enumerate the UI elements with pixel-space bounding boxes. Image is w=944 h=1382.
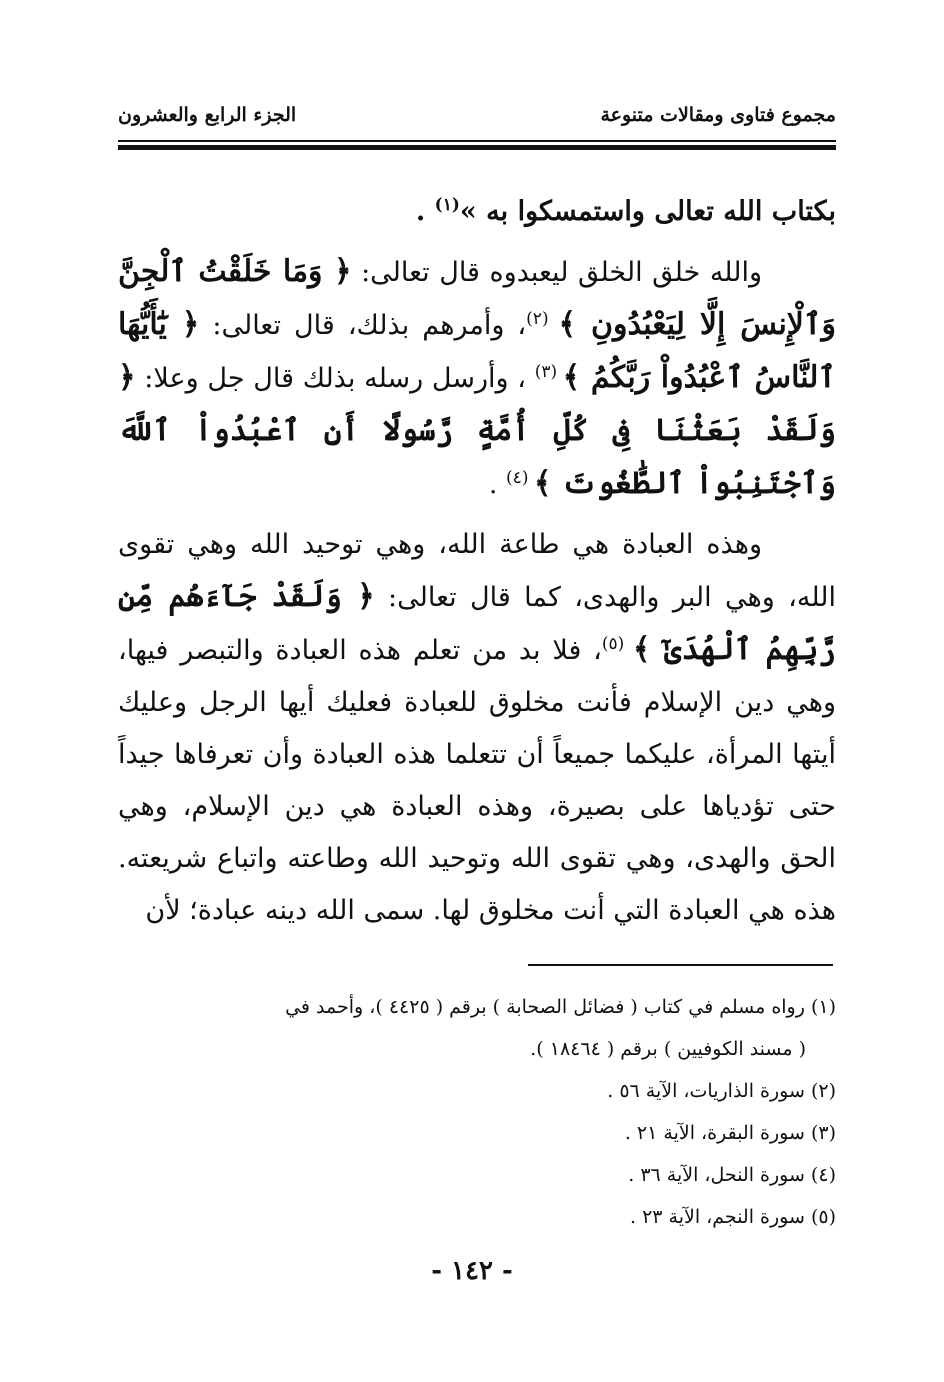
footnote-ref-3: (٣) xyxy=(534,362,563,382)
paragraph-2 xyxy=(118,246,836,511)
footnote-5: (٥) سورة النجم، الآية ٢٣ . xyxy=(629,1206,836,1228)
running-header xyxy=(118,100,836,136)
footnote-ref-4: (٤) xyxy=(506,468,534,488)
paragraph-2-text-2: ، وأمرهم بذلك، قال تعالى: xyxy=(199,310,527,341)
footnote-1: (١) رواه مسلم في كتاب ( فضائل الصحابة ) برقم ( ٤٤٢٥ )، وأحمد في xyxy=(285,996,836,1018)
paragraph-3-text-2: ، فلا بد من تعلم هذه العبادة والتبصر فيها، وهي دين الإسلام فأنت مخلوق للعبادة فعليك أيها الرجل وعليك أيتها المرأة، عليكما جميعاً أن تتعلما هذه العبادة وأن تعرفاها جيداً حتى تؤدياها على بصيرة، وهذه العبادة هي دين الإسلام، وهي الحق والهدى، وهي تقوى الله وتوحيد الله وطاعته واتباع شريعته. هذه هي العبادة التي أنت مخلوق لها. سمى الله دينه عبادة؛ لأن xyxy=(118,635,836,926)
footnote-4: (٤) سورة النحل، الآية ٣٦ . xyxy=(628,1164,836,1186)
paragraph-1-end: . xyxy=(415,196,435,227)
volume-label: الجزء الرابع والعشرون xyxy=(118,104,297,126)
paragraph-2-text-3: ، وأرسل رسله بذلك قال جل وعلا: xyxy=(135,363,535,394)
footnote-1-continued: ( مسند الكوفيين ) برقم ( ١٨٤٦٤ ). xyxy=(530,1038,806,1060)
header-rule-thick xyxy=(118,145,836,150)
footnote-ref-5: (٥) xyxy=(601,634,633,654)
quran-verse-1: ﴿ وَمَا خَلَقْتُ ٱلْجِنَّ وَٱلْإِنسَ إِلَّا لِيَعْبُدُونِ ﴾ xyxy=(118,254,836,342)
paragraph-3 xyxy=(118,519,836,937)
footnote-ref-2: (٢) xyxy=(526,309,559,329)
quran-verse-3: ﴿ وَلَقَدْ بَعَثْنَا فِى كُلِّ أُمَّةٍ رَّسُولًا أَنِ ٱعْبُدُواْ ٱللَّهَ وَٱجْتَنِبُواْ ٱلطَّٰغُوتَ ﴾ xyxy=(118,360,836,501)
footnotes xyxy=(118,986,836,1238)
page-number: - ١٤٢ - xyxy=(431,1256,513,1286)
paragraph-1 xyxy=(118,186,836,238)
quran-verse-4: ﴿ وَلَقَدْ جَآءَهُم مِّن رَّبِّهِمُ ٱلْهُدَىٰٓ ﴾ xyxy=(118,579,836,667)
footnote-2: (٢) سورة الذاريات، الآية ٥٦ . xyxy=(607,1080,836,1102)
paragraph-3-text-1: وهذه العبادة هي طاعة الله، وهي توحيد الله وهي تقوى الله، وهي البر والهدى، كما قال تعالى: xyxy=(118,529,836,613)
book-title: مجموع فتاوى ومقالات متنوعة xyxy=(600,104,836,126)
paragraph-2-text-4: . xyxy=(488,469,507,500)
footnote-separator xyxy=(528,964,833,966)
body-text xyxy=(118,186,836,945)
paragraph-2-text-1: والله خلق الخلق ليعبدوه قال تعالى: xyxy=(351,257,762,288)
paragraph-1-text: بكتاب الله تعالى واستمسكوا به » xyxy=(459,196,836,227)
footnote-3: (٣) سورة البقرة، الآية ٢١ . xyxy=(624,1122,836,1144)
header-rule-thin xyxy=(118,140,836,142)
quran-verse-2: ﴿ يَٰٓأَيُّهَا ٱلنَّاسُ ٱعْبُدُواْ رَبَّكُمُ ﴾ xyxy=(118,307,837,395)
footnote-ref-1: (١) xyxy=(434,195,460,215)
